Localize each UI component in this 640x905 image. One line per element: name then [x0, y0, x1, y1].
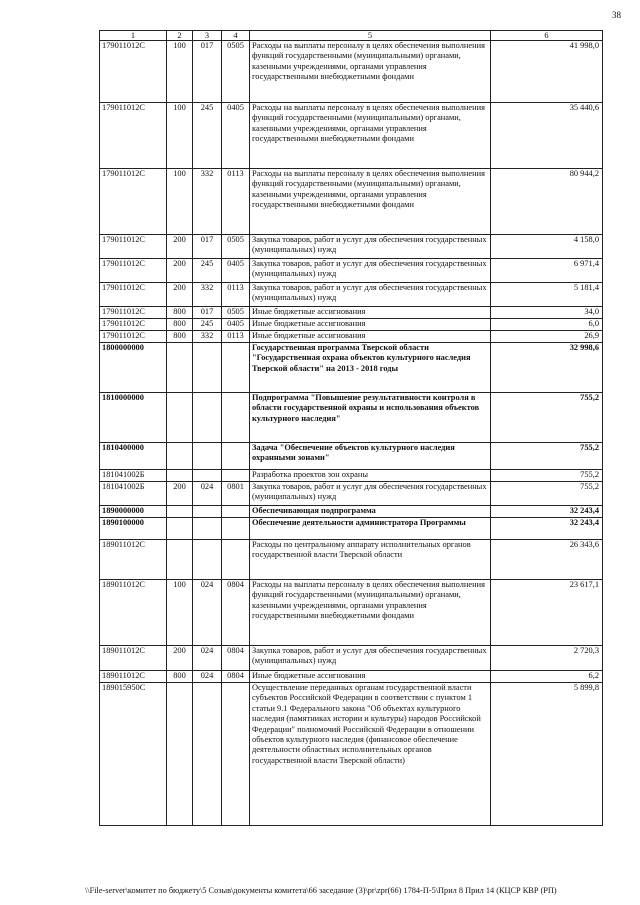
cell-section — [222, 470, 250, 482]
budget-table — [99, 30, 603, 826]
cell-description: Расходы на выплаты персоналу в целях обеспечения выполнения функций государственными (муниципальными) органами, казенными учреждениями, органами управления государственными внебюджетными фондами — [250, 103, 491, 169]
cell-description: Задача "Обеспечение объектов культурного наследия охранными зонами" — [250, 443, 491, 470]
cell-description: Закупка товаров, работ и услуг для обеспечения государственных (муниципальных) нужд — [250, 646, 491, 671]
cell-description: Иные бюджетные ассигнования — [250, 307, 491, 319]
cell-section: 0801 — [222, 482, 250, 506]
table-row — [100, 283, 603, 307]
table-header-row — [100, 31, 603, 41]
cell-section: 0505 — [222, 235, 250, 259]
cell-expense-type: 200 — [167, 482, 193, 506]
cell-amount: 35 440,6 — [491, 103, 603, 169]
table-row — [100, 169, 603, 235]
cell-amount: 23 617,1 — [491, 580, 603, 646]
cell-section: 0113 — [222, 283, 250, 307]
cell-description: Закупка товаров, работ и услуг для обеспечения государственных (муниципальных) нужд — [250, 283, 491, 307]
cell-amount: 26,9 — [491, 331, 603, 343]
cell-target-code: 179011012С — [100, 103, 167, 169]
cell-expense-type — [167, 393, 193, 443]
cell-expense-type — [167, 343, 193, 393]
cell-section: 0505 — [222, 41, 250, 103]
cell-section — [222, 506, 250, 518]
table-row — [100, 41, 603, 103]
cell-description: Закупка товаров, работ и услуг для обеспечения государственных (муниципальных) нужд — [250, 482, 491, 506]
cell-chapter: 017 — [193, 307, 222, 319]
cell-chapter: 024 — [193, 580, 222, 646]
cell-amount: 32 998,6 — [491, 343, 603, 393]
cell-amount: 6,0 — [491, 319, 603, 331]
cell-description: Осуществление переданных органам государственной власти субъектов Российской Федерации в соответствии с пунктом 1 статьи 9.1 Федерального закона "Об объектах культурного наследия (памятниках истории и культуры) народов Российской Федерации" полномочий Российской Федерации в отношении объектов культурного наследия (финансовое обеспечение деятельности областных исполнительных органов государственной власти Тверской области) — [250, 683, 491, 826]
cell-target-code: 179011012С — [100, 331, 167, 343]
header-cell-5: 5 — [250, 31, 491, 41]
cell-target-code: 189011012С — [100, 580, 167, 646]
cell-chapter: 332 — [193, 283, 222, 307]
cell-description: Обеспечение деятельности администратора Программы — [250, 518, 491, 540]
cell-expense-type: 800 — [167, 331, 193, 343]
cell-section: 0405 — [222, 103, 250, 169]
file-path-footer: \\File-server\комитет по бюджету\5 Созыв\документы комитета\66 заседание (3)\pr\zpr(66) 1784-П-5\Прил 8 Прил 14 (КЦСР КВР (РП) — [85, 886, 557, 895]
header-cell-3: 3 — [193, 31, 222, 41]
table-row — [100, 307, 603, 319]
table-row — [100, 393, 603, 443]
cell-chapter: 024 — [193, 482, 222, 506]
cell-target-code: 1890100000 — [100, 518, 167, 540]
cell-description: Обеспечивающая подпрограмма — [250, 506, 491, 518]
header-cell-2: 2 — [167, 31, 193, 41]
cell-description: Расходы на выплаты персоналу в целях обеспечения выполнения функций государственными (муниципальными) органами, казенными учреждениями, органами управления государственными внебюджетными фондами — [250, 580, 491, 646]
cell-amount: 80 944,2 — [491, 169, 603, 235]
cell-target-code: 179011012С — [100, 169, 167, 235]
cell-chapter — [193, 506, 222, 518]
cell-chapter: 024 — [193, 646, 222, 671]
cell-chapter — [193, 683, 222, 826]
cell-description: Закупка товаров, работ и услуг для обеспечения государственных (муниципальных) нужд — [250, 259, 491, 283]
cell-amount: 5 181,4 — [491, 283, 603, 307]
cell-section — [222, 540, 250, 580]
cell-section — [222, 443, 250, 470]
cell-target-code: 1890000000 — [100, 506, 167, 518]
cell-description: Расходы на выплаты персоналу в целях обеспечения выполнения функций государственными (муниципальными) органами, казенными учреждениями, органами управления государственными внебюджетными фондами — [250, 41, 491, 103]
cell-target-code: 179011012С — [100, 259, 167, 283]
cell-description: Иные бюджетные ассигнования — [250, 671, 491, 683]
cell-description: Разработка проектов зон охраны — [250, 470, 491, 482]
table-row — [100, 540, 603, 580]
cell-target-code: 189011012С — [100, 671, 167, 683]
table-row — [100, 646, 603, 671]
cell-expense-type: 200 — [167, 235, 193, 259]
table-row — [100, 671, 603, 683]
cell-description: Иные бюджетные ассигнования — [250, 331, 491, 343]
cell-target-code: 181041002Б — [100, 482, 167, 506]
cell-section — [222, 393, 250, 443]
cell-amount: 755,2 — [491, 393, 603, 443]
cell-section: 0804 — [222, 580, 250, 646]
cell-target-code: 1810400000 — [100, 443, 167, 470]
cell-target-code: 189011012С — [100, 646, 167, 671]
cell-amount: 2 720,3 — [491, 646, 603, 671]
cell-expense-type: 200 — [167, 646, 193, 671]
cell-description: Расходы на выплаты персоналу в целях обеспечения выполнения функций государственными (муниципальными) органами, казенными учреждениями, органами управления государственными внебюджетными фондами — [250, 169, 491, 235]
header-cell-4: 4 — [222, 31, 250, 41]
cell-section: 0804 — [222, 646, 250, 671]
cell-chapter: 332 — [193, 169, 222, 235]
cell-target-code: 179011012С — [100, 235, 167, 259]
table-row — [100, 580, 603, 646]
cell-chapter — [193, 343, 222, 393]
cell-description: Государственная программа Тверской области "Государственная охрана объектов культурного наследия Тверской области" на 2013 - 2018 годы — [250, 343, 491, 393]
table-row — [100, 343, 603, 393]
cell-expense-type — [167, 506, 193, 518]
cell-chapter: 245 — [193, 259, 222, 283]
cell-target-code: 1810000000 — [100, 393, 167, 443]
header-cell-6: 6 — [491, 31, 603, 41]
cell-amount: 26 343,6 — [491, 540, 603, 580]
table-row — [100, 506, 603, 518]
table-row — [100, 331, 603, 343]
cell-expense-type: 200 — [167, 283, 193, 307]
cell-description: Подпрограмма "Повышение результативности контроля в области государственной охраны и использования объектов культурного наследия" — [250, 393, 491, 443]
cell-target-code: 179011012С — [100, 319, 167, 331]
table-row — [100, 103, 603, 169]
cell-target-code: 179011012С — [100, 41, 167, 103]
cell-chapter: 017 — [193, 235, 222, 259]
cell-expense-type: 100 — [167, 169, 193, 235]
cell-amount: 6 971,4 — [491, 259, 603, 283]
cell-chapter — [193, 470, 222, 482]
cell-chapter — [193, 443, 222, 470]
table-row — [100, 235, 603, 259]
cell-expense-type: 100 — [167, 103, 193, 169]
cell-chapter: 245 — [193, 319, 222, 331]
cell-expense-type: 800 — [167, 671, 193, 683]
cell-section — [222, 683, 250, 826]
cell-section: 0804 — [222, 671, 250, 683]
cell-target-code: 189011012С — [100, 540, 167, 580]
cell-amount: 41 998,0 — [491, 41, 603, 103]
cell-expense-type: 100 — [167, 41, 193, 103]
table-row — [100, 683, 603, 826]
cell-expense-type: 800 — [167, 307, 193, 319]
page-number: 38 — [612, 10, 621, 20]
cell-amount: 755,2 — [491, 482, 603, 506]
cell-expense-type — [167, 540, 193, 580]
cell-section: 0405 — [222, 319, 250, 331]
cell-chapter — [193, 393, 222, 443]
cell-amount: 4 158,0 — [491, 235, 603, 259]
header-cell-1: 1 — [100, 31, 167, 41]
cell-section — [222, 518, 250, 540]
cell-amount: 6,2 — [491, 671, 603, 683]
cell-expense-type: 200 — [167, 259, 193, 283]
cell-amount: 32 243,4 — [491, 518, 603, 540]
cell-expense-type — [167, 443, 193, 470]
cell-description: Расходы по центральному аппарату исполнительных органов государственной власти Тверской области — [250, 540, 491, 580]
cell-chapter — [193, 540, 222, 580]
cell-description: Закупка товаров, работ и услуг для обеспечения государственных (муниципальных) нужд — [250, 235, 491, 259]
cell-chapter: 024 — [193, 671, 222, 683]
cell-section — [222, 343, 250, 393]
cell-description: Иные бюджетные ассигнования — [250, 319, 491, 331]
cell-section: 0113 — [222, 169, 250, 235]
cell-amount: 5 899,8 — [491, 683, 603, 826]
cell-chapter: 332 — [193, 331, 222, 343]
cell-chapter — [193, 518, 222, 540]
cell-expense-type: 100 — [167, 580, 193, 646]
cell-amount: 34,0 — [491, 307, 603, 319]
cell-amount: 755,2 — [491, 443, 603, 470]
cell-amount: 32 243,4 — [491, 506, 603, 518]
cell-target-code: 181041002Б — [100, 470, 167, 482]
table-row — [100, 319, 603, 331]
cell-chapter: 245 — [193, 103, 222, 169]
cell-target-code: 179011012С — [100, 307, 167, 319]
cell-target-code: 189015950С — [100, 683, 167, 826]
cell-expense-type — [167, 683, 193, 826]
cell-expense-type — [167, 518, 193, 540]
table-row — [100, 259, 603, 283]
table-row — [100, 443, 603, 470]
cell-expense-type: 800 — [167, 319, 193, 331]
cell-target-code: 1800000000 — [100, 343, 167, 393]
cell-chapter: 017 — [193, 41, 222, 103]
cell-section: 0113 — [222, 331, 250, 343]
cell-amount: 755,2 — [491, 470, 603, 482]
cell-section: 0405 — [222, 259, 250, 283]
cell-target-code: 179011012С — [100, 283, 167, 307]
cell-expense-type — [167, 470, 193, 482]
table-row — [100, 482, 603, 506]
table-row — [100, 518, 603, 540]
table-row — [100, 470, 603, 482]
cell-section: 0505 — [222, 307, 250, 319]
